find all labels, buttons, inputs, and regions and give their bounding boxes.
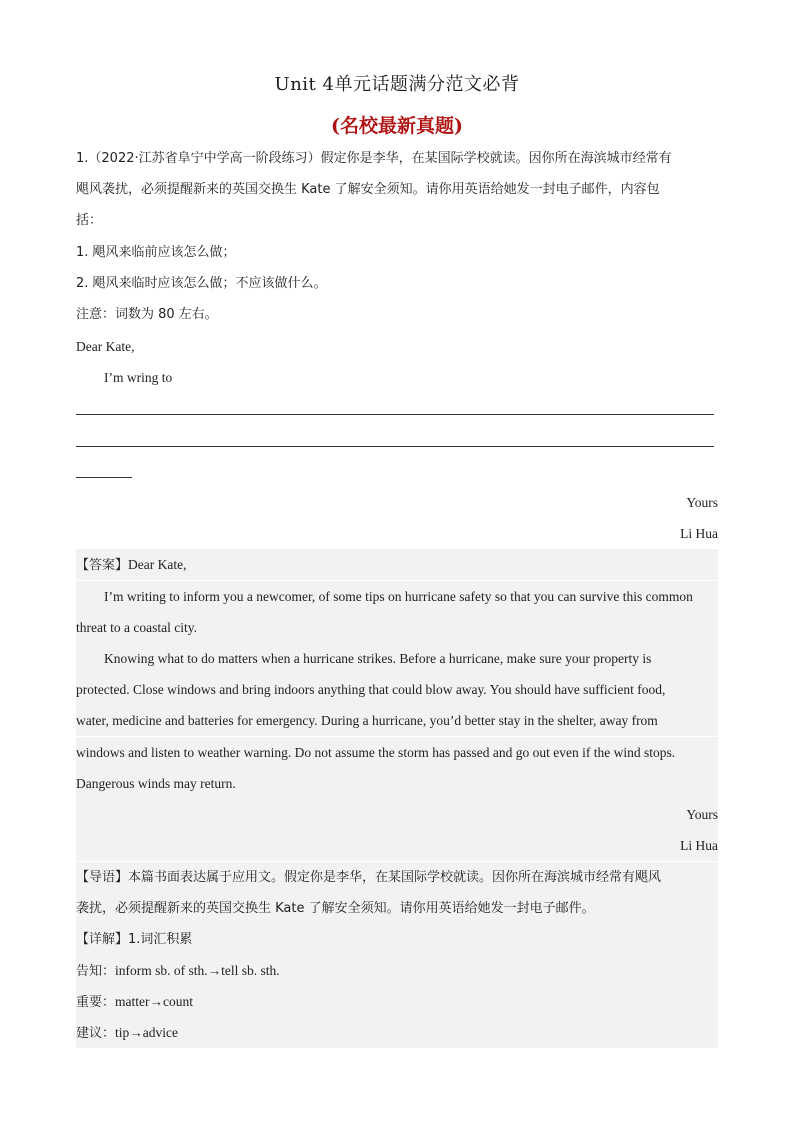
question-line-1: 1.（2022·江苏省阜宁中学高一阶段练习）假定你是李华，在某国际学校就读。因你所在海滨城市经常有 [76, 151, 672, 166]
vocab-en: inform sb. of sth.→tell sb. sth. [115, 963, 280, 978]
question-signature: Li Hua [680, 526, 718, 541]
answer-p2-line-3: water, medicine and batteries for emergency. During a hurricane, you’d better stay in the shelter, away from [76, 705, 718, 736]
answer-p2-line-2: protected. Close windows and bring indoors anything that could blow away. You should have sufficient food, [76, 674, 718, 705]
vocab-en: matter→count [115, 994, 193, 1009]
vocab-zh: 重要： [76, 995, 116, 1010]
answer-greeting: Dear Kate, [128, 557, 187, 572]
answer-blank-line-3 [76, 477, 132, 478]
page-subtitle: (名校最新真题) [331, 115, 463, 137]
answer-p2-line-4: windows and listen to weather warning. Do not assume the storm has passed and go out even if the wind stops. [76, 737, 718, 768]
question-closing: Yours [686, 495, 718, 510]
answer-p2-line-5: Dangerous winds may return. [76, 768, 718, 799]
vocab-item [76, 1017, 718, 1048]
question-note: 注意：词数为 80 左右。 [76, 307, 218, 322]
answer-greeting-row [76, 549, 718, 580]
answer-closing: Yours [76, 799, 718, 830]
answer-p1-line-1: I’m writing to inform you a newcomer, of some tips on hurricane safety so that you can survive this common [76, 581, 718, 612]
guide-line-2: 袭扰，必须提醒新来的英国交换生 Kate 了解安全须知。请你用英语给她发一封电子邮件。 [76, 893, 718, 924]
question-item-2: 2. 飓风来临时应该怎么做；不应该做什么。 [76, 276, 327, 291]
question-line-3: 括： [76, 213, 103, 228]
answer-blank-line-2 [76, 446, 714, 447]
answer-signature: Li Hua [76, 830, 718, 861]
page-title: Unit 4单元话题满分范文必背 [274, 74, 520, 95]
answer-blank-line-1 [76, 414, 714, 415]
answer-p2-line-1: Knowing what to do matters when a hurricane strikes. Before a hurricane, make sure your property is [76, 643, 718, 674]
vocab-item [76, 986, 718, 1017]
vocab-zh: 建议： [76, 1026, 116, 1041]
vocab-zh: 告知： [76, 964, 116, 979]
question-greeting: Dear Kate, [76, 339, 135, 354]
question-starter: I’m wring to [104, 370, 173, 385]
vocab-en: tip→advice [115, 1025, 178, 1040]
detail-heading-row [76, 924, 718, 955]
detail-label: 【详解】 [76, 932, 129, 947]
guide-line-1-row [76, 862, 718, 893]
question-line-2: 飓风袭扰，必须提醒新来的英国交换生 Kate 了解安全须知。请你用英语给她发一封电子邮件，内容包 [76, 182, 660, 197]
detail-heading: 1.词汇积累 [128, 932, 193, 947]
guide-line-1: 本篇书面表达属于应用文。假定你是李华，在某国际学校就读。因你所在海滨城市经常有飓风 [128, 870, 662, 885]
answer-p1-line-2: threat to a coastal city. [76, 612, 718, 643]
guide-label: 【导语】 [76, 870, 129, 885]
question-item-1: 1. 飓风来临前应该怎么做； [76, 245, 236, 260]
vocab-item [76, 955, 718, 986]
answer-label: 【答案】 [76, 558, 129, 573]
